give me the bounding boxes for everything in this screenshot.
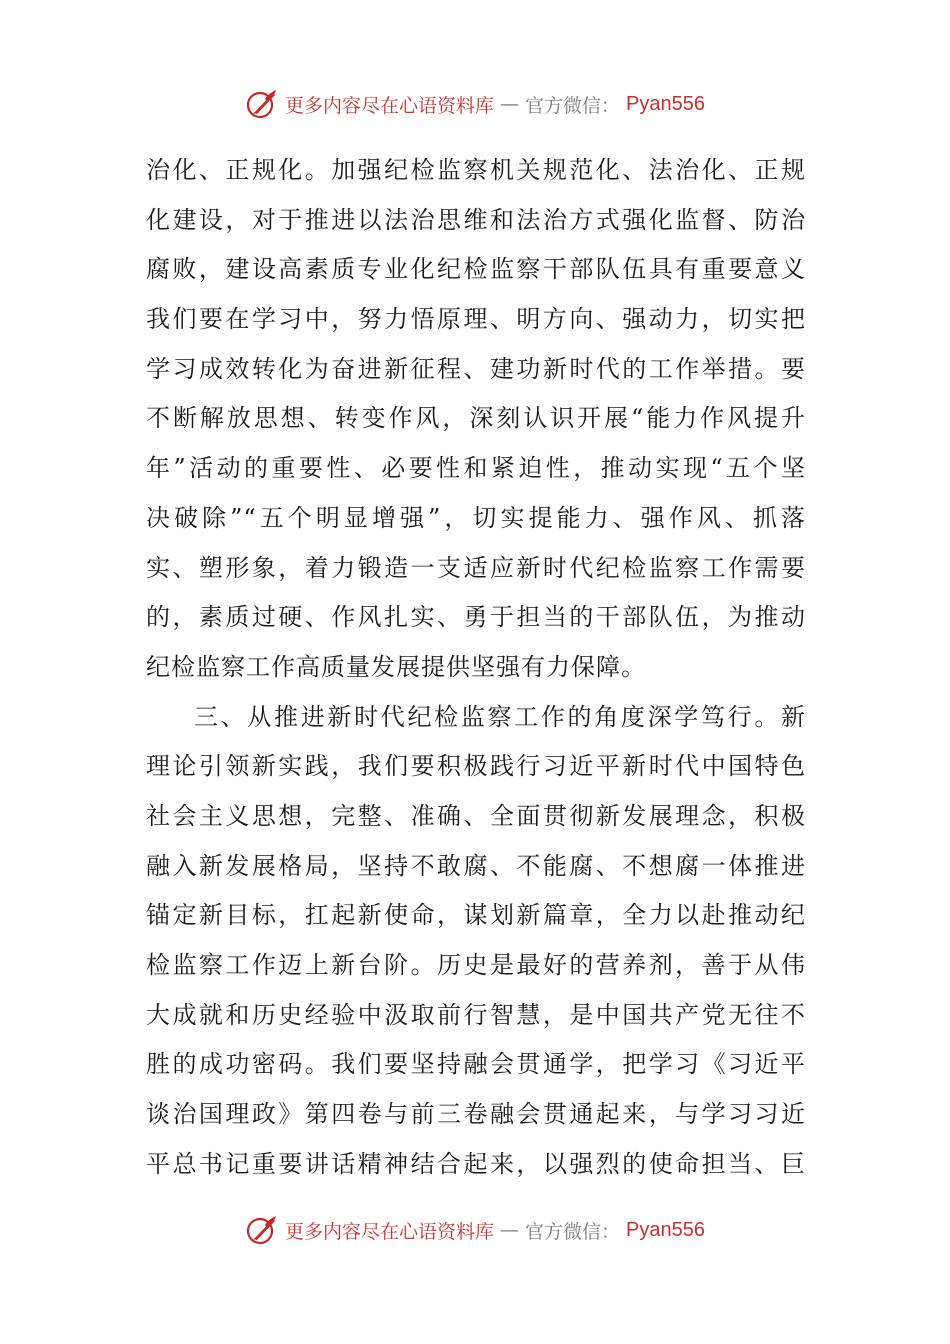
body-line: 实、塑形象，着力锻造一支适应新时代纪检监察工作需要	[146, 553, 806, 582]
footer-dash: —	[500, 1219, 520, 1241]
body-line-paragraph-start: 三、从推进新时代纪检监察工作的角度深学笃行。新	[194, 702, 806, 731]
header-dash: —	[500, 93, 520, 115]
body-line: 我们要在学习中，努力悟原理、明方向、强动力，切实把	[146, 305, 806, 334]
body-line: 社会主义思想，完整、准确、全面贯彻新发展理念，积极	[146, 801, 806, 830]
body-line: 纪检监察工作高质量发展提供坚强有力保障。	[146, 652, 646, 681]
header-promo-text: 更多内容尽在心语资料库	[285, 94, 495, 117]
header-banner	[0, 84, 950, 124]
footer-promo-text: 更多内容尽在心语资料库	[285, 1220, 495, 1243]
quill-pen-icon	[245, 1213, 279, 1247]
body-line: 大成就和历史经验中汲取前行智慧，是中国共产党无往不	[146, 1000, 806, 1029]
footer-wechat-label: 官方微信：	[525, 1220, 621, 1243]
body-line: 平总书记重要讲话精神结合起来，以强烈的使命担当、巨	[146, 1149, 806, 1178]
quill-pen-icon	[245, 87, 279, 121]
body-line: 理论引领新实践，我们要积极践行习近平新时代中国特色	[146, 752, 806, 781]
body-line: 的，素质过硬、作风扎实、勇于担当的干部队伍，为推动	[146, 603, 806, 632]
body-line: 腐败，建设高素质专业化纪检监察干部队伍具有重要意义	[146, 255, 806, 284]
footer-banner	[0, 1210, 950, 1250]
body-line: 锚定新目标，扛起新使命，谋划新篇章，全力以赴推动纪	[146, 901, 806, 930]
body-line: 融入新发展格局，坚持不敢腐、不能腐、不想腐一体推进	[146, 851, 806, 880]
body-line: 不断解放思想、转变作风，深刻认识开展“能力作风提升	[146, 404, 806, 433]
header-wechat-id: Pyan556	[626, 92, 705, 115]
body-line: 检监察工作迈上新台阶。历史是最好的营养剂，善于从伟	[146, 951, 806, 979]
body-line: 年”活动的重要性、必要性和紧迫性，推动实现“五个坚	[146, 454, 806, 483]
body-line: 化建设，对于推进以法治思维和法治方式强化监督、防治	[146, 205, 806, 234]
header-wechat-label: 官方微信：	[525, 94, 621, 117]
body-line: 胜的成功密码。我们要坚持融会贯通学，把学习《习近平	[146, 1050, 806, 1079]
document-body	[146, 146, 806, 1189]
footer-wechat-id: Pyan556	[626, 1218, 705, 1241]
body-line: 决破除”“五个明显增强”，切实提能力、强作风、抓落	[146, 503, 806, 532]
body-line: 治化、正规化。加强纪检监察机关规范化、法治化、正规	[146, 156, 806, 184]
body-line: 谈治国理政》第四卷与前三卷融会贯通起来，与学习习近	[146, 1100, 806, 1129]
body-line: 学习成效转化为奋进新征程、建功新时代的工作举措。要	[146, 354, 806, 383]
